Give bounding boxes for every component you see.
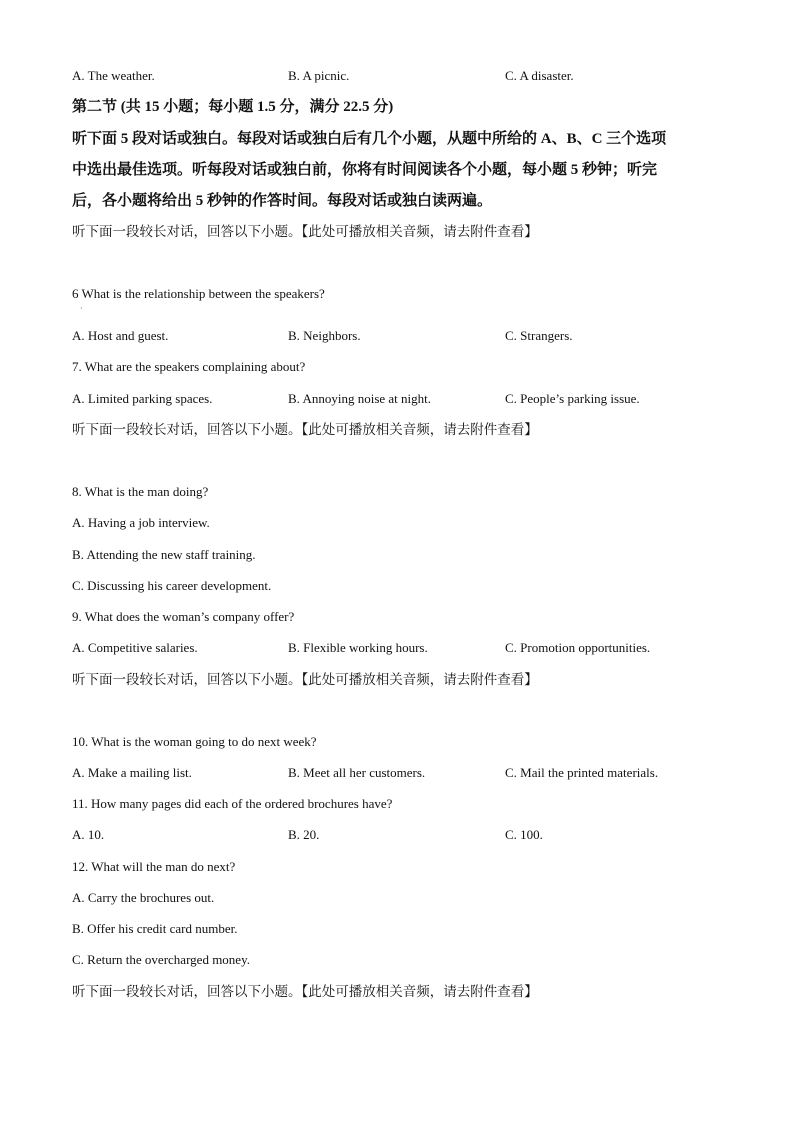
question-10: 10. What is the woman going to do next week? [72, 734, 317, 749]
q6-option-b: B. Neighbors. [288, 328, 361, 343]
section-title: 第二节 (共 15 小题；每小题 1.5 分，满分 22.5 分) [72, 99, 394, 115]
instructions-line-3: 后，各小题将给出 5 秒钟的作答时间。每段对话或独白读两遍。 [72, 193, 493, 209]
q5-option-c: C. A disaster. [505, 68, 574, 83]
q11-option-a: A. 10. [72, 827, 105, 842]
q12-option-b: B. Offer his credit card number. [72, 921, 238, 936]
q11-option-c: C. 100. [505, 827, 543, 842]
q5-options [72, 67, 732, 85]
q6-option-a: A. Host and guest. [72, 328, 169, 343]
q5-option-a: A. The weather. [72, 68, 155, 83]
q9-option-c: C. Promotion opportunities. [505, 640, 651, 655]
q6-options [72, 327, 732, 345]
q6-option-c: C. Strangers. [505, 328, 573, 343]
q7-option-c: C. People’s parking issue. [505, 391, 640, 406]
q5-option-b: B. A picnic. [288, 68, 350, 83]
q10-option-a: A. Make a mailing list. [72, 765, 192, 780]
audio-note-4: 听下面一段较长对话，回答以下小题。【此处可播放相关音频，请去附件查看】 [72, 984, 538, 999]
q9-option-a: A. Competitive salaries. [72, 640, 198, 655]
q12-option-c: C. Return the overcharged money. [72, 952, 250, 967]
q9-options [72, 639, 732, 657]
q11-options [72, 826, 732, 844]
q7-option-b: B. Annoying noise at night. [288, 391, 431, 406]
instructions-line-1: 听下面 5 段对话或独白。每段对话或独白后有几个小题，从题中所给的 A、B、C 三个选项 [72, 131, 667, 147]
question-8: 8. What is the man doing? [72, 484, 209, 499]
q8-option-b: B. Attending the new staff training. [72, 547, 256, 562]
q7-options [72, 390, 732, 408]
q11-option-b: B. 20. [288, 827, 320, 842]
audio-note-1: 听下面一段较长对话，回答以下小题。【此处可播放相关音频，请去附件查看】 [72, 224, 538, 239]
q8-option-a: A. Having a job interview. [72, 515, 210, 530]
audio-note-2: 听下面一段较长对话，回答以下小题。【此处可播放相关音频，请去附件查看】 [72, 422, 538, 437]
question-9: 9. What does the woman’s company offer? [72, 609, 295, 624]
stray-mark: · [80, 304, 83, 313]
question-12: 12. What will the man do next? [72, 859, 236, 874]
question-11: 11. How many pages did each of the ordered brochures have? [72, 796, 393, 811]
question-6: 6 What is the relationship between the speakers? [72, 286, 325, 301]
q7-option-a: A. Limited parking spaces. [72, 391, 213, 406]
q10-options [72, 764, 732, 782]
audio-note-3: 听下面一段较长对话，回答以下小题。【此处可播放相关音频，请去附件查看】 [72, 672, 538, 687]
q8-option-c: C. Discussing his career development. [72, 578, 272, 593]
q12-option-a: A. Carry the brochures out. [72, 890, 215, 905]
q10-option-b: B. Meet all her customers. [288, 765, 426, 780]
instructions-line-2: 中选出最佳选项。听每段对话或独白前，你将有时间阅读各个小题，每小题 5 秒钟；听完 [72, 162, 658, 178]
q10-option-c: C. Mail the printed materials. [505, 765, 659, 780]
q9-option-b: B. Flexible working hours. [288, 640, 428, 655]
question-7: 7. What are the speakers complaining about? [72, 359, 306, 374]
